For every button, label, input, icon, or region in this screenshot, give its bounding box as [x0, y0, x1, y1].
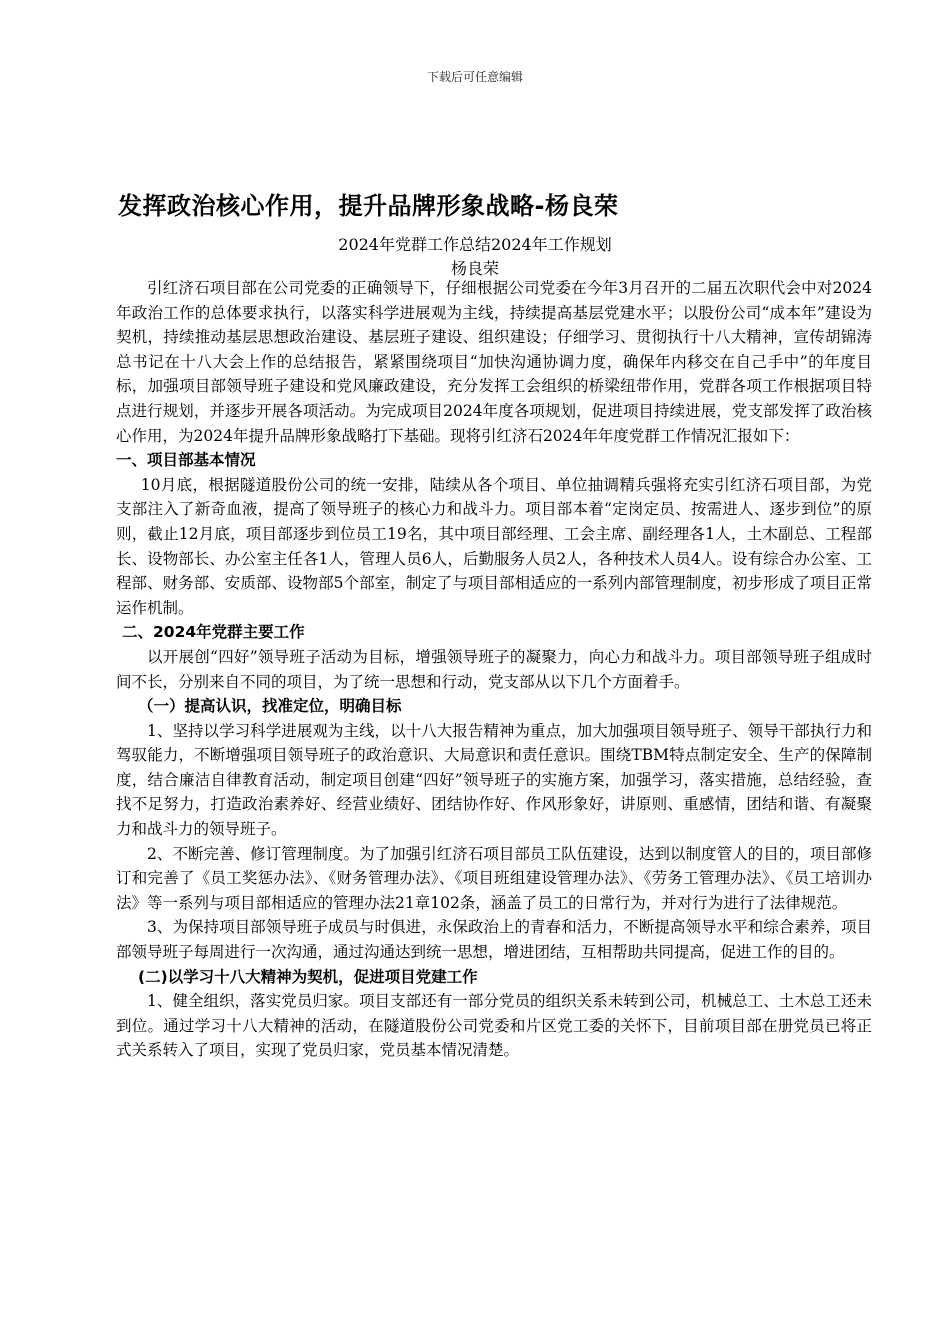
subsection-2-heading: (二)以学习十八大精神为契机，促进项目党建工作 [138, 967, 478, 986]
section-1-heading: 一、项目部基本情况 [116, 451, 256, 470]
document-subtitle: 2024年党群工作总结2024年工作规划 [338, 235, 612, 254]
document-body [116, 276, 872, 1063]
header-note: 下载后可任意编辑 [426, 70, 523, 84]
subsection-2-paragraph-1: 1、健全组织，落实党员归家。项目支部还有一部分党员的组织关系未转到公司，机械总工、土木总工还未到位。通过学习十八大精神的活动，在隧道股份公司党委和片区党工委的关怀下，目前项目部在册党员已将正式关系转入了项目，实现了党员归家，党员基本情况清楚。 [116, 992, 872, 1060]
subsection-1-paragraph-3: 3、为保持项目部领导班子成员与时俱进，永保政治上的青春和活力，不断提高领导水平和综合素养，项目部领导班子每周进行一次沟通，通过沟通达到统一思想，增进团结，互相帮助共同提高，促进工作的目的。 [116, 918, 872, 962]
document-author: 杨良荣 [450, 259, 499, 278]
subsection-1-paragraph-2: 2、不断完善、修订管理制度。为了加强引红济石项目部员工队伍建设，达到以制度管人的目的，项目部修订和完善了《员工奖惩办法》、《财务管理办法》、《项目班组建设管理办法》、《劳务工管理办法》、《员工培训办法》等一系列与项目部相适应的管理办法21章102条，涵盖了员工的日常行为，并对行为进行了法律规范。 [116, 844, 872, 912]
section-2-heading: 二、2024年党群主要工作 [122, 623, 305, 642]
subsection-1-heading: （一）提高认识，找准定位，明确目标 [138, 697, 402, 716]
subsection-1-paragraph-1: 1、坚持以学习科学进展观为主线，以十八大报告精神为重点，加大加强项目领导班子、领导干部执行力和驾驭能力，不断增强项目领导班子的政治意识、大局意识和责任意识。围绕TBM特点制定安全、生产的保障制度，结合廉洁自律教育活动，制定项目创建“四好”领导班子的实施方案，加强学习，落实措施，总结经验，查找不足努力，打造政治素养好、经营业绩好、团结协作好、作风形象好，讲原则、重感情，团结和谐、有凝聚力和战斗力的领导班子。 [116, 721, 872, 839]
intro-paragraph: 引红济石项目部在公司党委的正确领导下，仔细根据公司党委在今年3月召开的二届五次职代会中对2024年政治工作的总体要求执行，以落实科学进展观为主线，持续提高基层党建水平；以股份公司“成本年”建设为契机，持续推动基层思想政治建设、基层班子建设、组织建设；仔细学习、贯彻执行十八大精神，宣传胡锦涛总书记在十八大会上作的总结报告，紧紧围绕项目“加快沟通协调力度，确保年内移交在自己手中”的年度目标，加强项目部领导班子建设和党风廉政建设，充分发挥工会组织的桥梁纽带作用，党群各项工作根据项目特点进行规划，并逐步开展各项活动。为完成项目2024年度各项规划，促进项目持续进展，党支部发挥了政治核心作用，为2024年提升品牌形象战略打下基础。现将引红济石2024年年度党群工作情况汇报如下： [116, 279, 872, 445]
section-2-intro-paragraph: 以开展创“四好”领导班子活动为目标，增强领导班子的凝聚力，向心力和战斗力。项目部领导班子组成时间不长，分别来自不同的项目，为了统一思想和行动，党支部从以下几个方面着手。 [116, 647, 872, 691]
section-1-paragraph: 10月底，根据隧道股份公司的统一安排，陆续从各个项目、单位抽调精兵强将充实引红济石项目部，为党支部注入了新奇血液，提高了领导班子的核心力和战斗力。项目部本着“定岗定员、按需进人、逐步到位”的原则，截止12月底，项目部逐步到位员工19名，其中项目部经理、工会主席、副经理各1人，土木副总、工程部长、设物部长、办公室主任各1人，管理人员6人，后勤服务人员2人，各种技术人员4人。设有综合办公室、工程部、财务部、安质部、设物部5个部室，制定了与项目部相适应的一系列内部管理制度，初步形成了项目正常运作机制。 [116, 475, 872, 617]
document-title: 发挥政治核心作用，提升品牌形象战略-杨良荣 [118, 192, 619, 220]
